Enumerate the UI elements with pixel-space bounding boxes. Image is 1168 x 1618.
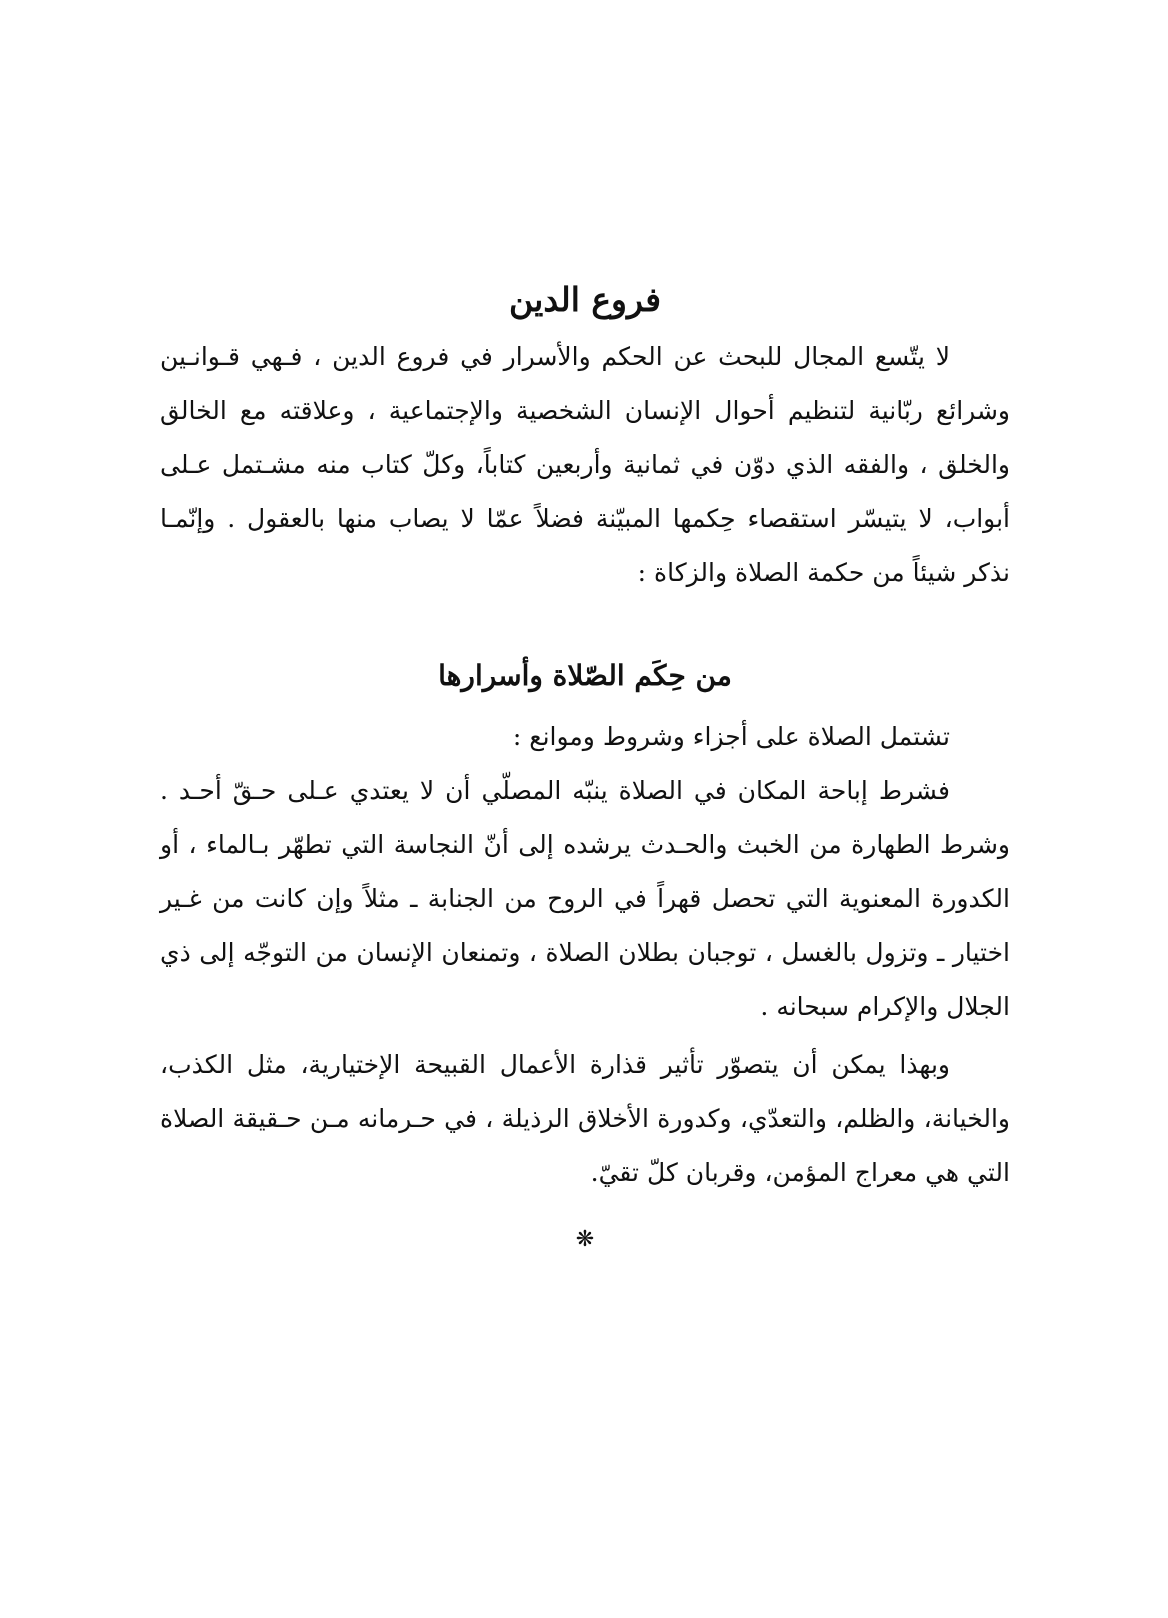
document-page	[160, 270, 1010, 1260]
page-title: فروع الدين	[509, 280, 661, 319]
body-paragraph-2: فشرط إباحة المكان في الصلاة ينبّه المصلّي أن لا يعتدي عـلى حـقّ أحـد . وشرط الطهارة من الخبث والحـدث يرشده إلى أنّ النجاسة التي تطهّر بـالماء ، أو الكدورة المعنوية التي تحصل قهراً في الروح من الجنابة ـ مثلاً وإن كانت من غـير اختيار ـ وتزول بالغسل ، توجبان بطلان الصلاة ، وتمنعان الإنسان من التوجّه إلى ذي الجلال والإكرام سبحانه .	[160, 776, 1010, 1021]
body-paragraph-3: وبهذا يمكن أن يتصوّر تأثير قذارة الأعمال القبيحة الإختيارية، مثل الكذب، والخيانة، والظلم، والتعدّي، وكدورة الأخلاق الرذيلة ، في حـرمانه مـن حـقيقة الصلاة التي هي معراج المؤمن، وقربان كلّ تقيّ.	[160, 1050, 1010, 1187]
end-ornament-icon: ❋	[575, 1227, 595, 1252]
section-subtitle: من حِكَم الصّلاة وأسرارها	[438, 659, 732, 692]
body-paragraph-1: تشتمل الصلاة على أجزاء وشروط وموانع :	[512, 722, 950, 751]
intro-paragraph: لا يتّسع المجال للبحث عن الحكم والأسرار في فروع الدين ، فـهي قـوانـين وشرائع ربّانية لتنظيم أحوال الإنسان الشخصية والإجتماعية ، وعلاقته مع الخالق والخلق ، والفقه الذي دوّن في ثمانية وأربعين كتاباً، وكلّ كتاب منه مشـتمل عـلى أبواب، لا يتيسّر استقصاء حِكمها المبيّنة فضلاً عمّا لا يصاب منها بالعقول . وإنّمـا نذكر شيئاً من حكمة الصلاة والزكاة :	[160, 342, 1010, 587]
